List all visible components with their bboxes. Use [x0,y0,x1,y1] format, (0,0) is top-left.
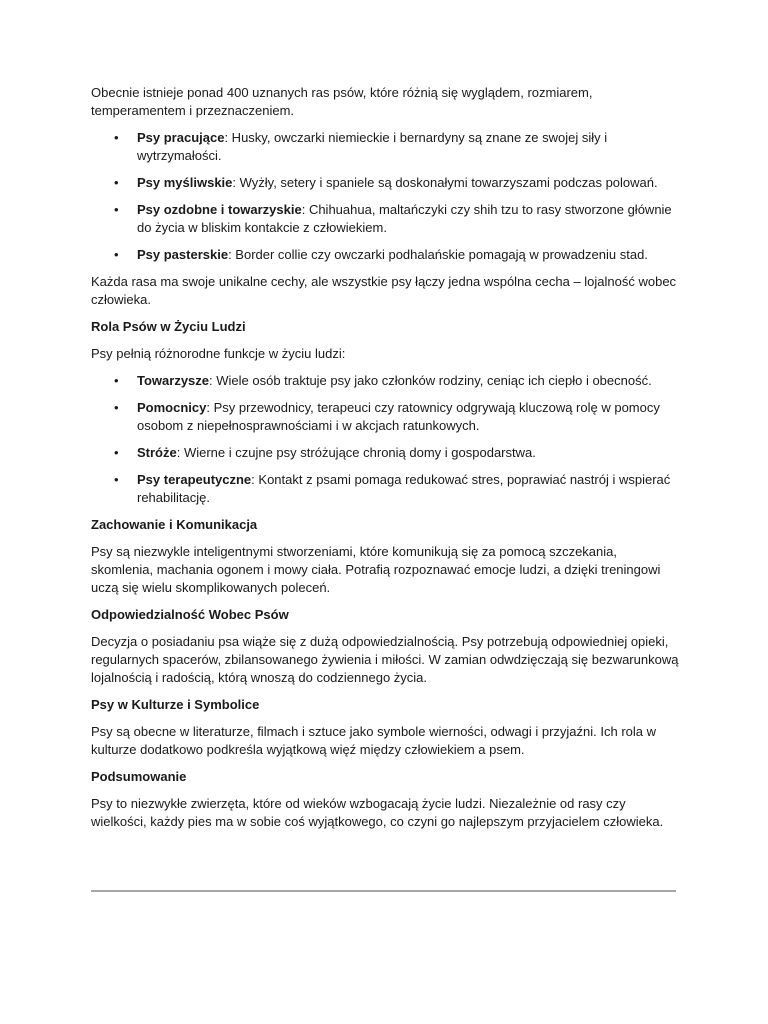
roles-list [91,372,681,507]
horizontal-rule [91,890,676,892]
list-item [91,129,681,165]
bullet-icon: • [114,247,119,262]
culture-paragraph: Psy są obecne w literaturze, filmach i sztuce jako symbole wierności, odwagi i przyjaźni. Ich rola w kulturze dodatkowo podkreśla wyjątkową więź między człowiekiem a psem. [91,724,657,757]
intro-paragraph: Obecnie istnieje ponad 400 uznanych ras psów, które różnią się wyglądem, rozmiarem, temperamentem i przeznaczeniem. [91,85,593,118]
bullet-icon: • [114,130,119,145]
list-item [91,399,681,435]
section-heading-summary: Podsumowanie [91,769,187,784]
item-term: Psy ozdobne i towarzyskie [137,202,302,217]
section-heading-behavior: Zachowanie i Komunikacja [91,517,258,532]
bullet-icon: • [114,175,119,190]
item-text: : Husky, owczarki niemieckie i bernardyny są znane ze swojej siły i wytrzymałości. [137,130,608,163]
document-body [91,84,681,840]
section-heading-culture: Psy w Kulturze i Symbolice [91,697,260,712]
item-term: Psy pracujące [137,130,225,145]
item-term: Psy pasterskie [137,247,229,262]
list-item [91,246,681,264]
section-heading-responsibility: Odpowiedzialność Wobec Psów [91,607,289,622]
responsibility-paragraph: Decyzja o posiadaniu psa wiąże się z dużą odpowiedzialnością. Psy potrzebują odpowiedniej opieki, regularnych spacerów, zbilansowanego żywienia i miłości. W zamian odwdzięczają się bezwarunkową lojalnością i radością, którą wnoszą do codziennego życia. [91,634,679,685]
summary-paragraph: Psy to niezwykłe zwierzęta, które od wieków wzbogacają życie ludzi. Niezależnie od rasy czy wielkości, każdy pies ma w sobie coś wyjątkowego, co czyni go najlepszym przyjacielem człowieka. [91,796,664,829]
list-item [91,174,681,192]
breeds-list [91,129,681,264]
bullet-icon: • [114,373,119,388]
roles-intro-paragraph: Psy pełnią różnorodne funkcje w życiu ludzi: [91,346,346,361]
list-item [91,372,681,390]
section-heading-roles: Rola Psów w Życiu Ludzi [91,319,246,334]
breeds-summary-paragraph: Każda rasa ma swoje unikalne cechy, ale wszystkie psy łączy jedna wspólna cecha – lojalność wobec człowieka. [91,274,677,307]
behavior-paragraph: Psy są niezwykle inteligentnymi stworzeniami, które komunikują się za pomocą szczekania, skomlenia, machania ogonem i mowy ciała. Potrafią rozpoznawać emocje ludzi, a dzięki treningowi uczą się wielu skomplikowanych poleceń. [91,544,661,595]
item-term: Psy terapeutyczne [137,472,252,487]
list-item [91,471,681,507]
list-item [91,201,681,237]
item-term: Psy myśliwskie [137,175,233,190]
item-text: : Wyżły, setery i spaniele są doskonałymi towarzyszami podczas polowań. [232,175,658,190]
item-text: : Kontakt z psami pomaga redukować stres, poprawiać nastrój i wspierać rehabilitację. [137,472,671,505]
item-text: : Border collie czy owczarki podhalańskie pomagają w prowadzeniu stad. [228,247,648,262]
list-item [91,444,681,462]
item-text: : Wierne i czujne psy stróżujące chronią domy i gospodarstwa. [176,445,536,460]
item-text: : Psy przewodnicy, terapeuci czy ratownicy odgrywają kluczową rolę w pomocy osobom z niepełnosprawnościami i w akcjach ratunkowych. [137,400,660,433]
item-term: Towarzysze [137,373,210,388]
bullet-icon: • [114,400,119,415]
bullet-icon: • [114,445,119,460]
item-term: Stróże [137,445,177,460]
bullet-icon: • [114,202,119,217]
bullet-icon: • [114,472,119,487]
item-text: : Chihuahua, maltańczyki czy shih tzu to rasy stworzone głównie do życia w bliskim kontakcie z człowiekiem. [137,202,672,235]
item-term: Pomocnicy [137,400,207,415]
item-text: : Wiele osób traktuje psy jako członków rodziny, ceniąc ich ciepło i obecność. [209,373,652,388]
